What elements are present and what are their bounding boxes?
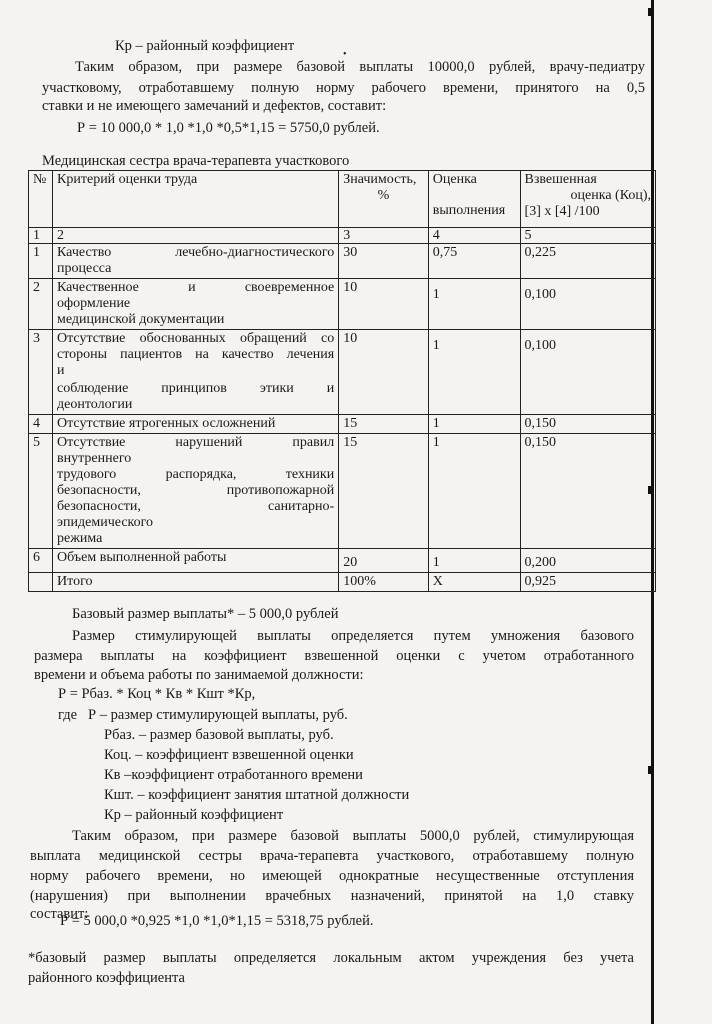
criterion-cell: Отсутствие ятрогенных осложнений <box>53 415 339 434</box>
paragraph-line: времени и объема работы по занимаемой должности: <box>34 667 364 683</box>
paragraph-line: составит: <box>30 906 89 922</box>
footnote-line: районного коэффициента <box>28 970 185 986</box>
table-row: 2 Качественное и своевременное оформление медицинской документации 10 1 0,100 <box>29 279 656 330</box>
index-row: 1 2 3 4 5 <box>29 228 656 244</box>
table-row: 5 Отсутствие нарушений правил внутреннего трудового распорядка, техники безопасности, противопожарной безопасности, санитарно- эпидемического режима 15 1 0,150 <box>29 434 656 549</box>
header-score: Оценка выполнения <box>428 171 520 228</box>
header-row <box>29 171 656 228</box>
paragraph-line: выплата медицинской сестры врача-терапевта участкового, отработавшему полную <box>30 848 634 864</box>
definition-line: Коц. – коэффициент взвешенной оценки <box>104 747 354 763</box>
intro-line-3: участковому, отработавшему полную норму рабочего времени, принятого на 0,5 <box>42 80 645 96</box>
table-caption: Медицинская сестра врача-терапевта участкового <box>42 153 350 169</box>
general-formula: Р = Рбаз. * Коц * Кв * Кшт *Кр, <box>58 686 256 702</box>
scan-mark <box>648 8 652 16</box>
table-row: 1 Качество лечебно-диагностического процесса 30 0,75 0,225 <box>29 244 656 279</box>
total-score: Х <box>428 573 520 592</box>
criterion-cell: Отсутствие нарушений правил внутреннего трудового распорядка, техники безопасности, противопожарной безопасности, санитарно- эпидемического режима <box>53 434 339 549</box>
stray-mark: • <box>343 49 347 60</box>
total-row <box>29 573 656 592</box>
header-weighted: Взвешенная оценка (Коц), [3] х [4] /100 <box>520 171 655 228</box>
paragraph-line: размера выплаты на коэффициент взвешенной оценки с учетом отработанного <box>34 648 634 664</box>
definition-line: Рбаз. – размер базовой выплаты, руб. <box>104 727 334 743</box>
criterion-cell: Отсутствие обоснованных обращений со стороны пациентов на качество лечения и соблюдение принципов этики и деонтологии <box>53 330 339 415</box>
table-row: 6 Объем выполненной работы 20 1 0,200 <box>29 549 656 573</box>
definition-line: Кр – районный коэффициент <box>104 807 284 823</box>
definition-line: Кшт. – коэффициент занятия штатной должности <box>104 787 410 803</box>
result-formula: Р = 5 000,0 *0,925 *1,0 *1,0*1,15 = 5318,75 рублей. <box>60 913 374 929</box>
intro-line-1: Кр – районный коэффициент <box>115 38 295 54</box>
header-weight: Значимость, % <box>339 171 429 228</box>
total-weight: 100% <box>339 573 429 592</box>
paragraph-line: Таким образом, при размере базовой выплаты 5000,0 рублей, стимулирующая <box>72 828 634 844</box>
intro-formula: Р = 10 000,0 * 1,0 *1,0 *0,5*1,15 = 5750,0 рублей. <box>77 120 380 136</box>
criterion-cell: Объем выполненной работы <box>53 549 339 573</box>
criterion-cell: Качественное и своевременное оформление медицинской документации <box>53 279 339 330</box>
footnote-line: *базовый размер выплаты определяется локальным актом учреждения без учета <box>28 950 634 966</box>
paragraph-line: норму рабочего времени, но имеющей однократные несущественные отступления <box>30 868 634 884</box>
table-row: 3 Отсутствие обоснованных обращений со стороны пациентов на качество лечения и соблюдение принципов этики и деонтологии 10 1 0,100 <box>29 330 656 415</box>
criterion-cell: Качество лечебно-диагностического процесса <box>53 244 339 279</box>
intro-line-2: Таким образом, при размере базовой выплаты 10000,0 рублей, врачу-педиатру <box>75 59 645 75</box>
base-size-line: Базовый размер выплаты* – 5 000,0 рублей <box>72 606 339 622</box>
definition-line: Р – размер стимулирующей выплаты, руб. <box>88 707 348 723</box>
where-word: где <box>58 707 78 723</box>
table-row: 4 Отсутствие ятрогенных осложнений 15 1 0,150 <box>29 415 656 434</box>
paragraph-line: Размер стимулирующей выплаты определяется путем умножения базового <box>72 628 634 644</box>
scan-mark <box>648 766 652 774</box>
header-criterion: Критерий оценки труда <box>53 171 339 228</box>
definition-line: Кв –коэффициент отработанного времени <box>104 767 363 783</box>
paragraph-line: (нарушения) при выполнении врачебных назначений, принятой на 1,0 ставку <box>30 888 634 904</box>
total-label: Итого <box>53 573 339 592</box>
header-num: № <box>29 171 53 228</box>
evaluation-table <box>28 170 656 592</box>
total-weighted: 0,925 <box>520 573 655 592</box>
intro-line-4: ставки и не имеющего замечаний и дефектов, составит: <box>42 98 387 114</box>
